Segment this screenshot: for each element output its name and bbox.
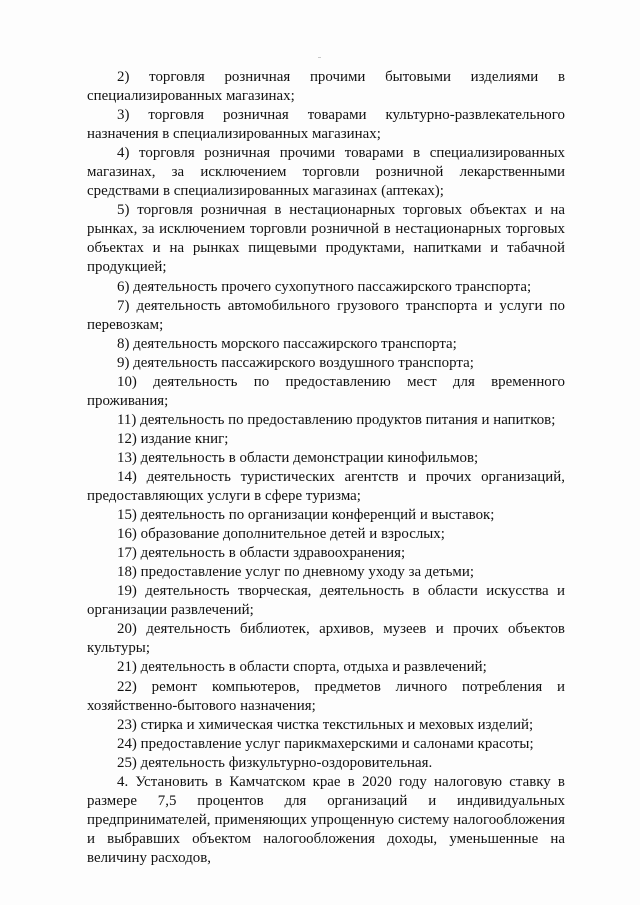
list-item-25: 25) деятельность физкультурно-оздоровительная. — [117, 754, 433, 771]
list-item-19: 19) деятельность творческая, деятельность в области искусства и организации развлечений; — [87, 583, 565, 619]
list-item-2: 2) торговля розничная прочими бытовыми изделиями в специализированных магазинах; — [87, 69, 565, 105]
list-item-3: 3) торговля розничная товарами культурно-развлекательного назначения в специализированных магазинах; — [87, 107, 565, 143]
list-item-8: 8) деятельность морского пассажирского транспорта; — [117, 335, 457, 352]
section-4-paragraph: 4. Установить в Камчатском крае в 2020 году налоговую ставку в размере 7,5 процентов для организаций и индивидуальных предпринимателей, применяющих упрощенную систему налогообложения и выбравших объектом налогообложения доходы, уменьшенные на величину расходов, — [87, 773, 565, 866]
list-item-5: 5) торговля розничная в нестационарных торговых объектах и на рынках, за исключением торговли розничной в нестационарных торговых объектах и на рынках пищевыми продуктами, напитками и табачной продукцией; — [87, 202, 565, 276]
list-item-24: 24) предоставление услуг парикмахерскими и салонами красоты; — [117, 735, 534, 752]
list-item-17: 17) деятельность в области здравоохранения; — [117, 545, 406, 562]
list-item-15: 15) деятельность по организации конференций и выставок; — [117, 507, 495, 524]
list-item-22: 22) ремонт компьютеров, предметов личного потребления и хозяйственно-бытового назначения; — [87, 678, 565, 714]
list-item-14: 14) деятельность туристических агентств и прочих организаций, предоставляющих услуги в сфере туризма; — [87, 468, 565, 505]
document-body — [87, 68, 565, 868]
list-item-16: 16) образование дополнительное детей и взрослых; — [117, 526, 445, 543]
scan-mark — [318, 57, 321, 58]
list-item-13: 13) деятельность в области демонстрации кинофильмов; — [117, 449, 479, 466]
list-item-20: 20) деятельность библиотек, архивов, музеев и прочих объектов культуры; — [87, 621, 565, 657]
list-item-10: 10) деятельность по предоставлению мест для временного проживания; — [87, 373, 565, 409]
list-item-18: 18) предоставление услуг по дневному уходу за детьми; — [117, 564, 475, 581]
list-item-21: 21) деятельность в области спорта, отдыха и развлечений; — [117, 659, 487, 676]
list-item-11: 11) деятельность по предоставлению продуктов питания и напитков; — [117, 411, 556, 428]
list-item-4: 4) торговля розничная прочими товарами в специализированных магазинах, за исключением торговли розничной лекарственными средствами в специализированных магазинах (аптеках); — [87, 145, 565, 200]
list-item-23: 23) стирка и химическая чистка текстильных и меховых изделий; — [117, 716, 534, 733]
list-item-9: 9) деятельность пассажирского воздушного транспорта; — [117, 354, 474, 371]
list-item-6: 6) деятельность прочего сухопутного пассажирского транспорта; — [117, 278, 532, 295]
list-item-7: 7) деятельность автомобильного грузового транспорта и услуги по перевозкам; — [87, 297, 565, 333]
list-item-12: 12) издание книг; — [117, 430, 229, 447]
